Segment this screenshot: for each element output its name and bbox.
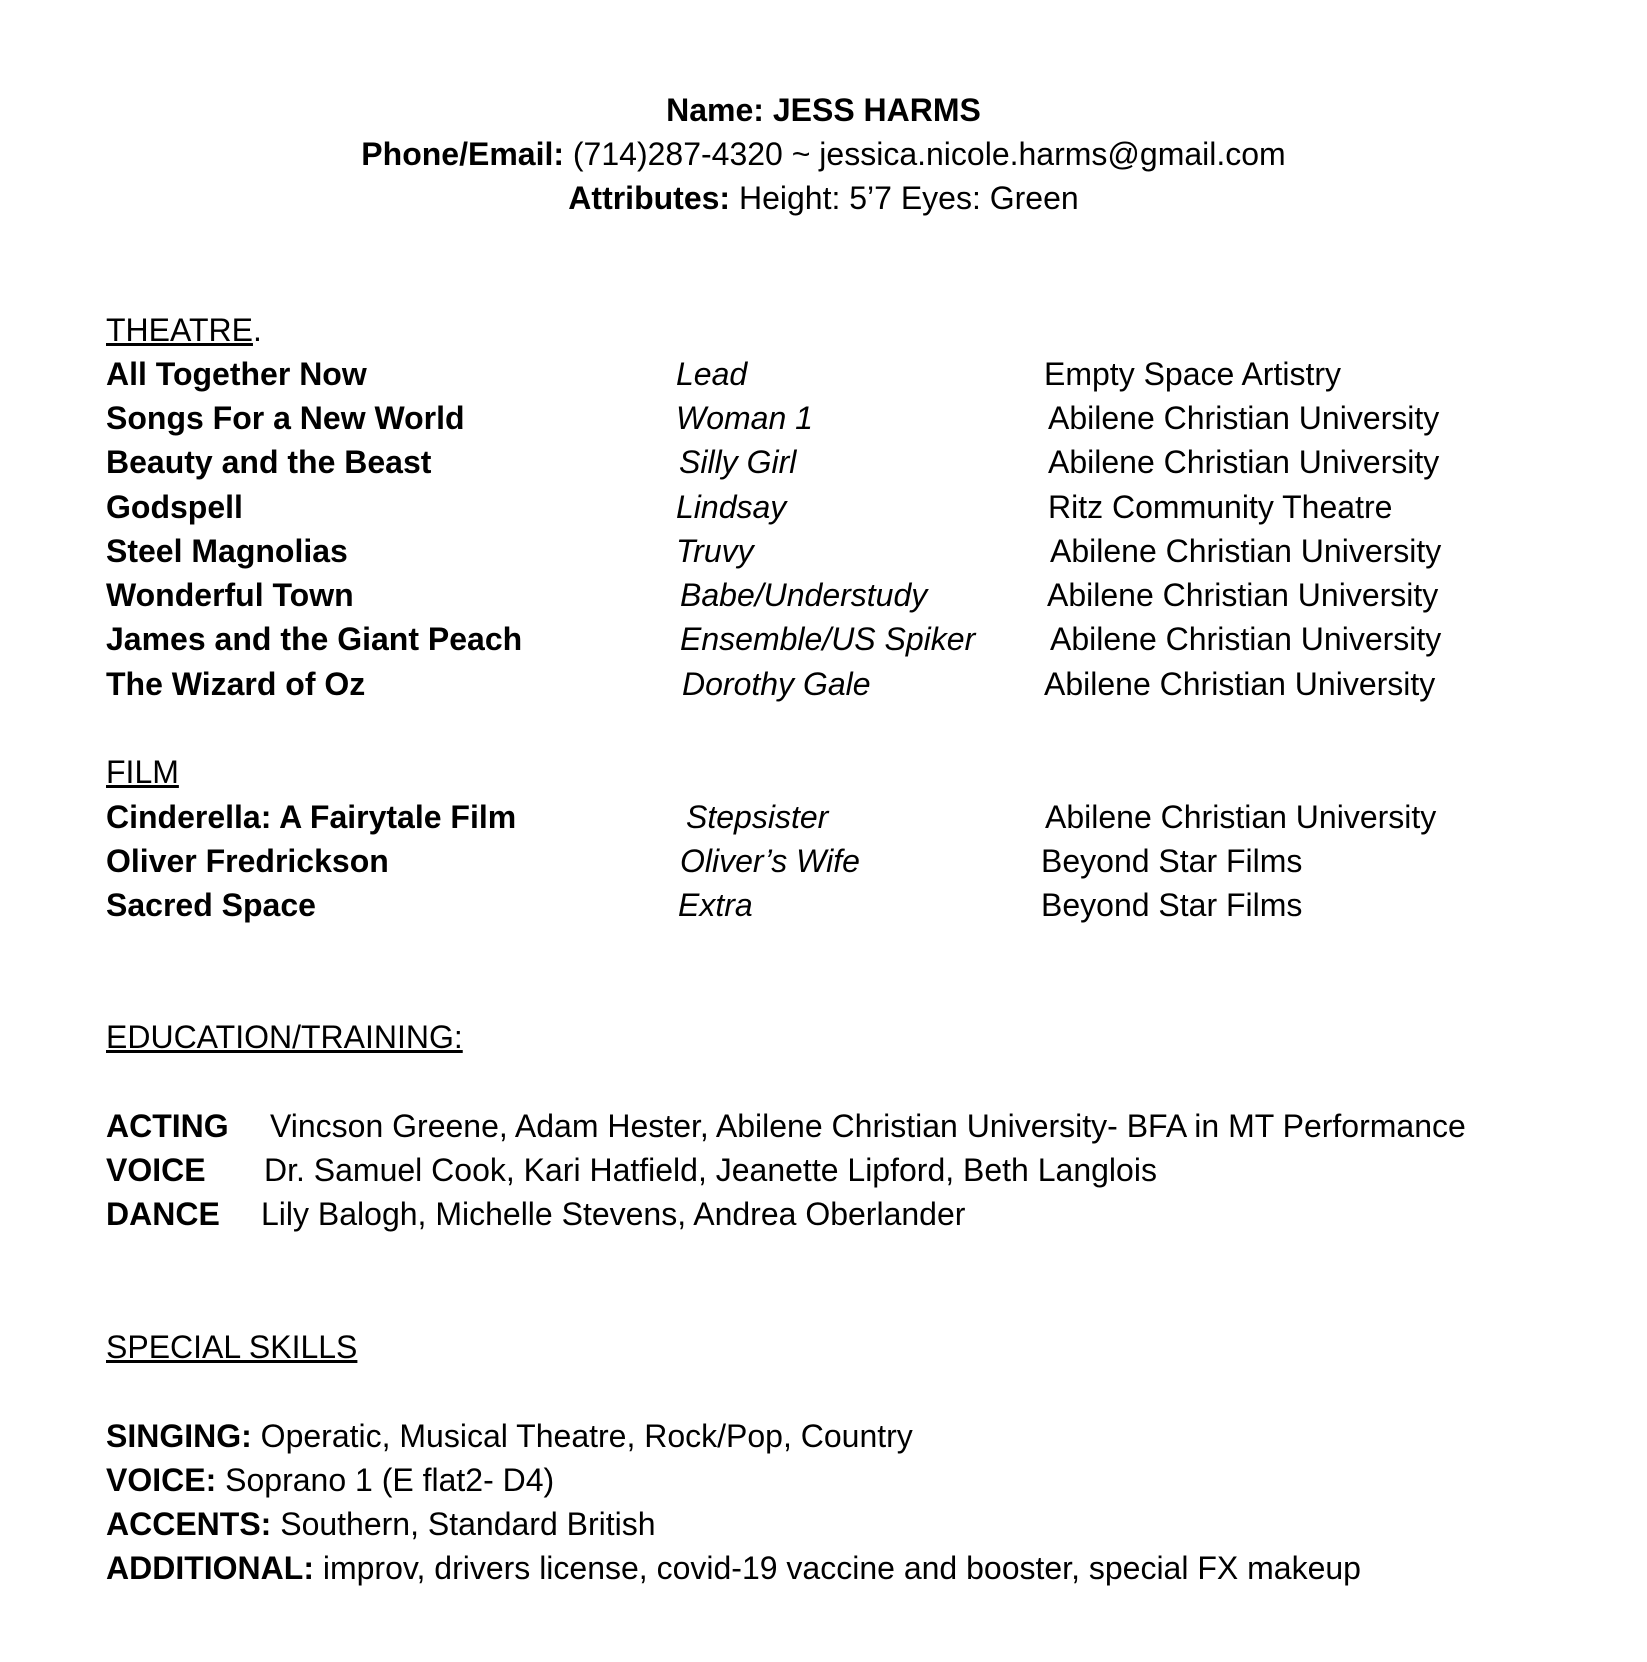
skill-text: improv, drivers license, covid-19 vaccine and booster, special FX makeup [322, 1550, 1361, 1586]
skill-label: ADDITIONAL: [106, 1550, 314, 1586]
role: Dorothy Gale [682, 666, 871, 702]
show-title: Steel Magnolias [106, 533, 348, 569]
education-label: VOICE [106, 1152, 206, 1188]
role: Extra [678, 887, 753, 923]
resume-header [0, 88, 1647, 220]
company: Abilene Christian University [1045, 799, 1437, 835]
contact-line [0, 132, 1647, 176]
show-title: Wonderful Town [106, 577, 354, 613]
attributes-line [0, 176, 1647, 220]
attributes-value: Height: 5’7 Eyes: Green [738, 180, 1079, 216]
theatre-title-suffix: . [252, 312, 262, 348]
show-title: Sacred Space [106, 887, 316, 923]
role: Babe/Understudy [680, 577, 928, 613]
role: Truvy [676, 533, 754, 569]
role: Woman 1 [676, 400, 813, 436]
film-credit-row [0, 839, 1647, 883]
theatre-credit-row [0, 352, 1647, 396]
theatre-credit-row [0, 617, 1647, 661]
skill-text: Soprano 1 (E flat2- D4) [225, 1462, 555, 1498]
theatre-title-text: THEATRE [106, 312, 253, 348]
skill-label: ACCENTS: [106, 1506, 272, 1542]
show-title: Songs For a New World [106, 400, 465, 436]
show-title: James and the Giant Peach [106, 621, 523, 657]
company: Empty Space Artistry [1044, 356, 1341, 392]
theatre-credit-row [0, 485, 1647, 529]
theatre-credit-row [0, 396, 1647, 440]
skill-item [106, 1414, 913, 1458]
name-value: JESS HARMS [772, 92, 981, 128]
film-credit-row [0, 883, 1647, 927]
show-title: Oliver Fredrickson [106, 843, 389, 879]
theatre-section-title [106, 308, 262, 352]
skill-item [106, 1502, 656, 1546]
film-section-title: FILM [106, 754, 179, 790]
company: Beyond Star Films [1041, 887, 1303, 923]
role: Oliver’s Wife [680, 843, 860, 879]
skill-label: VOICE: [106, 1462, 217, 1498]
theatre-credit-row [0, 440, 1647, 484]
education-text: Dr. Samuel Cook, Kari Hatfield, Jeanette Lipford, Beth Langlois [264, 1152, 1157, 1188]
education-text: Lily Balogh, Michelle Stevens, Andrea Oberlander [261, 1196, 966, 1232]
role: Lead [676, 356, 748, 392]
role: Stepsister [686, 799, 829, 835]
skill-item [106, 1546, 1361, 1590]
education-text: Vincson Greene, Adam Hester, Abilene Christian University- BFA in MT Performance [270, 1108, 1466, 1144]
contact-label: Phone/Email: [361, 136, 564, 172]
education-item [106, 1104, 1466, 1148]
theatre-credit-row [0, 662, 1647, 706]
name-line [0, 88, 1647, 132]
company: Abilene Christian University [1050, 533, 1442, 569]
contact-value: (714)287-4320 ~ jessica.nicole.harms@gmail.com [572, 136, 1286, 172]
education-section-title: EDUCATION/TRAINING: [106, 1019, 463, 1055]
education-item [106, 1148, 1157, 1192]
show-title: Beauty and the Beast [106, 444, 432, 480]
attributes-label: Attributes: [568, 180, 731, 216]
company: Ritz Community Theatre [1048, 489, 1393, 525]
company: Abilene Christian University [1044, 666, 1436, 702]
show-title: Cinderella: A Fairytale Film [106, 799, 517, 835]
education-label: ACTING [106, 1108, 229, 1144]
name-label: Name: [666, 92, 764, 128]
company: Abilene Christian University [1050, 621, 1442, 657]
skill-item [106, 1458, 554, 1502]
show-title: Godspell [106, 489, 243, 525]
role: Lindsay [676, 489, 787, 525]
skill-label: SINGING: [106, 1418, 252, 1454]
skill-text: Southern, Standard British [280, 1506, 656, 1542]
film-credit-row [0, 795, 1647, 839]
theatre-credit-row [0, 529, 1647, 573]
show-title: All Together Now [106, 356, 367, 392]
company: Beyond Star Films [1041, 843, 1303, 879]
education-label: DANCE [106, 1196, 220, 1232]
show-title: The Wizard of Oz [106, 666, 366, 702]
skill-text: Operatic, Musical Theatre, Rock/Pop, Country [260, 1418, 913, 1454]
education-item [106, 1192, 965, 1236]
company: Abilene Christian University [1047, 577, 1439, 613]
company: Abilene Christian University [1048, 444, 1440, 480]
role: Silly Girl [679, 444, 797, 480]
theatre-credit-row [0, 573, 1647, 617]
company: Abilene Christian University [1048, 400, 1440, 436]
skills-section-title: SPECIAL SKILLS [106, 1329, 358, 1365]
role: Ensemble/US Spiker [680, 621, 976, 657]
